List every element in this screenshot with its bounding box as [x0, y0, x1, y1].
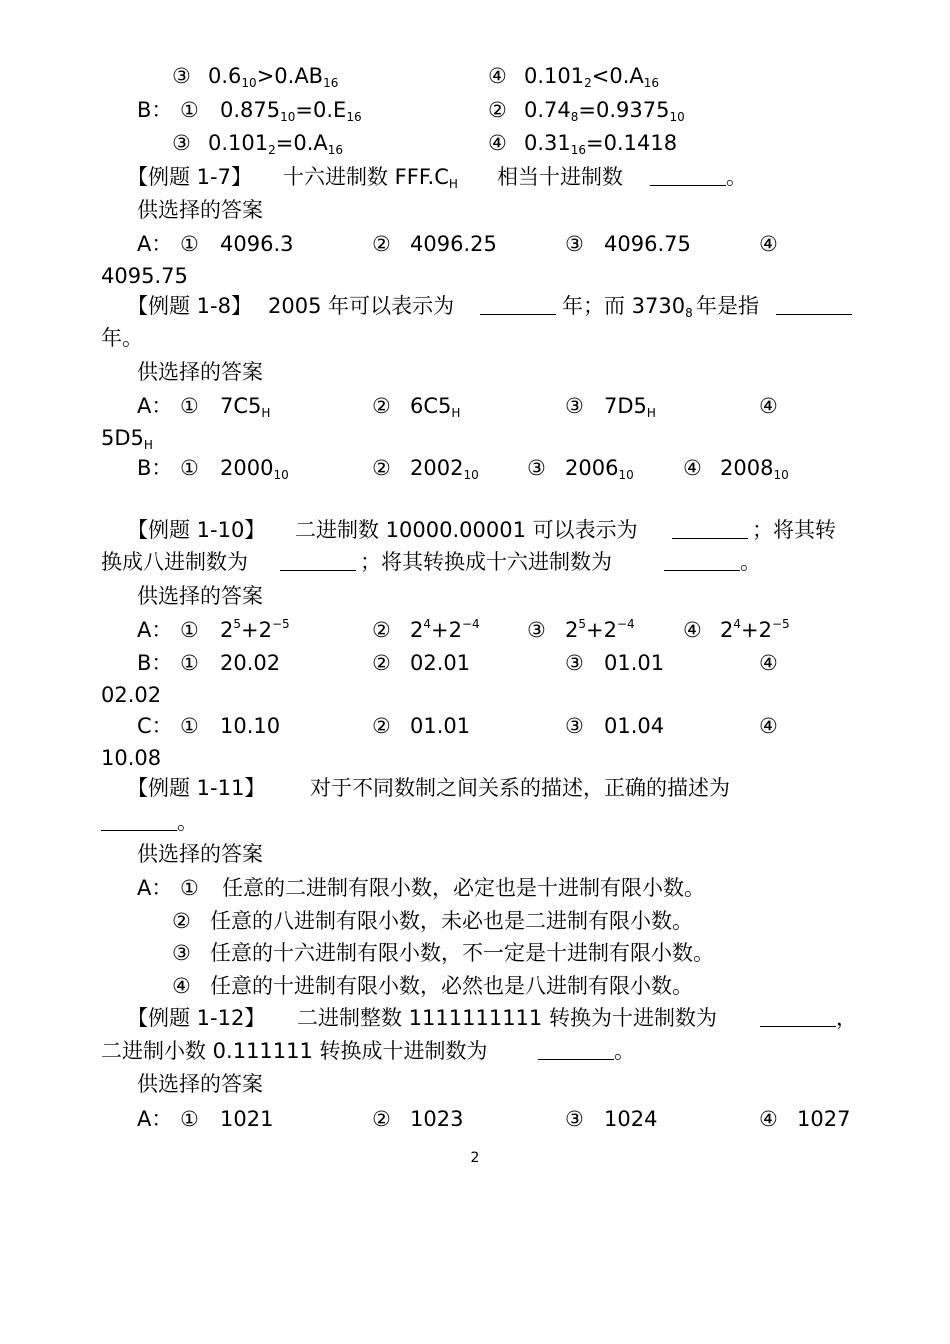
option-value: $0.6_{10}>0.AB_{16}$: [208, 64, 339, 90]
option-value: $2002_{10}$: [410, 456, 479, 482]
ex1-12-question: [0, 1002, 950, 1034]
ex1-11-a-option-3: [0, 937, 950, 969]
ex1-8-a-wrap: [0, 422, 950, 454]
answers-label: [0, 194, 950, 226]
option-circle: ②: [372, 232, 391, 256]
option-circle: ①: [180, 1107, 199, 1131]
option-value: 01.01: [410, 714, 471, 738]
option-value: $7D5_H$: [604, 394, 656, 420]
question-text: 二进制小数 0.111111 转换成十进制数为: [101, 1039, 488, 1063]
answer-blank: ，: [760, 1002, 857, 1034]
ex1-10-b-options: [0, 647, 950, 679]
answer-blank: 。: [650, 161, 747, 193]
ex1-12-question-wrap: [0, 1035, 950, 1067]
ex1-7-a-wrap: [0, 260, 950, 292]
page-number: 2: [470, 1150, 480, 1166]
option-circle: ③: [565, 1107, 584, 1131]
answers-label: [0, 356, 950, 388]
ex1-8-b-options: [0, 452, 950, 484]
option-value: 01.04: [604, 714, 665, 738]
option-circle: ④: [759, 651, 778, 675]
answers-label-text: 供选择的答案: [137, 360, 263, 384]
option-value: $2^4+2^{-4}$: [410, 617, 480, 642]
option-value: $2^4+2^{-5}$: [720, 617, 790, 642]
option-circle: ③: [565, 651, 584, 675]
ex1-11-question: [0, 772, 950, 804]
option-value: $2006_{10}$: [565, 456, 634, 482]
question-text: 相当十进制数: [497, 165, 623, 189]
option-circle: ③: [527, 456, 546, 480]
ex1-8-question: [0, 290, 950, 322]
answers-label-text: 供选择的答案: [137, 842, 263, 866]
ex1-11-question-wrap: [0, 806, 950, 838]
ex1-6-a-line2: [0, 60, 950, 92]
option-group-label: C：: [137, 714, 173, 738]
option-circle: ④: [759, 714, 778, 738]
example-heading: 【例题 1-7】: [127, 165, 252, 189]
option-value: $0.74_8=0.9375_{10}$: [524, 98, 685, 124]
question-text: 二进制数 10000.00001 可以表示为: [295, 518, 638, 542]
option-text: 任意的十进制有限小数，必然也是八进制有限小数。: [210, 974, 693, 998]
option-group-label: A：: [137, 876, 173, 900]
answers-label: [0, 580, 950, 612]
ex1-8-question-wrap: [0, 322, 950, 354]
option-circle: ③: [565, 394, 584, 418]
option-value: 01.01: [604, 651, 665, 675]
option-circle: ④: [683, 456, 702, 480]
answers-label-text: 供选择的答案: [137, 584, 263, 608]
option-text: 任意的二进制有限小数，必定也是十进制有限小数。: [222, 876, 705, 900]
option-value: 10.10: [220, 714, 281, 738]
option-group-label: B：: [137, 98, 173, 122]
question-text: 二进制整数 1111111111 转换为十进制数为: [297, 1006, 717, 1030]
option-value: 02.01: [410, 651, 471, 675]
question-text: ；将其转: [752, 518, 836, 542]
option-value: $0.101_2<0.A_{16}$: [524, 64, 660, 90]
option-circle: ②: [372, 714, 391, 738]
option-value: 4095.75: [101, 264, 188, 288]
answers-label-text: 供选择的答案: [137, 1072, 263, 1096]
option-circle: ④: [172, 974, 191, 998]
ex1-11-a-option-2: [0, 905, 950, 937]
answer-blank: [280, 546, 356, 578]
option-value: 1023: [410, 1107, 464, 1131]
answer-blank: [776, 290, 852, 322]
option-circle: ①: [180, 456, 199, 480]
option-circle: ①: [180, 98, 199, 122]
option-value: 4096.75: [604, 232, 691, 256]
option-circle: ③: [172, 131, 191, 155]
option-text: 任意的八进制有限小数，未必也是二进制有限小数。: [210, 909, 693, 933]
question-text: 年是指: [696, 294, 759, 318]
option-value: 10.08: [101, 746, 162, 770]
answers-label: [0, 1068, 950, 1100]
ex1-6-b-line2: [0, 127, 950, 159]
answer-blank: [672, 514, 748, 546]
ex1-10-b-wrap: [0, 679, 950, 711]
option-group-label: B：: [137, 456, 173, 480]
option-value: $2000_{10}$: [220, 456, 289, 482]
question-text: 对于不同数制之间关系的描述，正确的描述为: [310, 776, 730, 800]
answer-blank: [480, 290, 556, 322]
option-circle: ④: [683, 618, 702, 642]
option-circle: ①: [180, 394, 199, 418]
example-heading: 【例题 1-11】: [127, 776, 266, 800]
option-value: $5D5_H$: [101, 426, 153, 452]
option-group-label: A：: [137, 1107, 173, 1131]
option-value: $0.31_{16}=0.1418$: [524, 131, 678, 157]
option-value: $6C5_H$: [410, 394, 461, 420]
ex1-10-question-wrap: [0, 546, 950, 578]
ex1-8-a-options: [0, 390, 950, 422]
option-value: 1024: [604, 1107, 658, 1131]
question-text: 换成八进制数为: [101, 550, 248, 574]
option-circle: ③: [172, 64, 191, 88]
option-text: 任意的十六进制有限小数，不一定是十进制有限小数。: [210, 941, 714, 965]
option-value: 20.02: [220, 651, 281, 675]
option-circle: ③: [565, 714, 584, 738]
option-circle: ④: [759, 1107, 778, 1131]
option-circle: ①: [180, 651, 199, 675]
option-circle: ②: [372, 456, 391, 480]
option-circle: ③: [565, 232, 584, 256]
option-circle: ②: [372, 1107, 391, 1131]
option-circle: ③: [172, 941, 191, 965]
option-group-label: A：: [137, 232, 173, 256]
answer-blank: 。: [538, 1035, 635, 1067]
question-text: 年；而 $3730_8$: [562, 294, 693, 320]
option-group-label: A：: [137, 618, 173, 642]
option-circle: ①: [180, 714, 199, 738]
option-value: $2008_{10}$: [720, 456, 789, 482]
option-value: 02.02: [101, 683, 162, 707]
option-value: $2^5+2^{-5}$: [220, 617, 290, 642]
option-value: $2^5+2^{-4}$: [565, 617, 635, 642]
answer-blank: 。: [664, 546, 761, 578]
example-heading: 【例题 1-12】: [127, 1006, 266, 1030]
example-heading: 【例题 1-8】: [127, 294, 252, 318]
option-value: $0.101_2=0.A_{16}$: [208, 131, 344, 157]
ex1-11-a-option-4: [0, 970, 950, 1002]
ex1-7-question: [0, 161, 950, 193]
answer-blank: 。: [101, 806, 198, 838]
ex1-10-c-options: [0, 710, 950, 742]
option-circle: ①: [180, 876, 199, 900]
question-text: 2005 年可以表示为: [268, 294, 455, 318]
ex1-6-b-line1: [0, 94, 950, 126]
question-text: ；将其转换成十六进制数为: [360, 550, 612, 574]
option-circle: ①: [180, 232, 199, 256]
option-circle: ②: [372, 394, 391, 418]
ex1-7-a-options: [0, 228, 950, 260]
ex1-12-a-options: [0, 1103, 950, 1135]
option-circle: ②: [172, 909, 191, 933]
ex1-11-a-option-1: [0, 872, 950, 904]
option-value: $0.875_{10}=0.E_{16}$: [220, 98, 362, 124]
option-value: 1027: [797, 1107, 851, 1131]
option-circle: ④: [488, 64, 507, 88]
option-circle: ②: [372, 618, 391, 642]
question-text: 十六进制数 $FFF.C_H$: [283, 165, 458, 191]
ex1-10-a-options: [0, 614, 950, 646]
option-circle: ④: [488, 131, 507, 155]
option-group-label: B：: [137, 651, 173, 675]
option-value: 4096.25: [410, 232, 497, 256]
ex1-10-c-wrap: [0, 742, 950, 774]
option-circle: ④: [759, 394, 778, 418]
option-circle: ③: [527, 618, 546, 642]
option-value: 1021: [220, 1107, 274, 1131]
option-circle: ④: [759, 232, 778, 256]
option-value: $7C5_H$: [220, 394, 271, 420]
ex1-10-question: [0, 514, 950, 546]
option-circle: ①: [180, 618, 199, 642]
option-circle: ②: [372, 651, 391, 675]
answers-label-text: 供选择的答案: [137, 198, 263, 222]
option-value: 4096.3: [220, 232, 294, 256]
example-heading: 【例题 1-10】: [127, 518, 266, 542]
question-text: 年。: [101, 326, 143, 350]
option-group-label: A：: [137, 394, 173, 418]
option-circle: ②: [488, 98, 507, 122]
answers-label: [0, 838, 950, 870]
